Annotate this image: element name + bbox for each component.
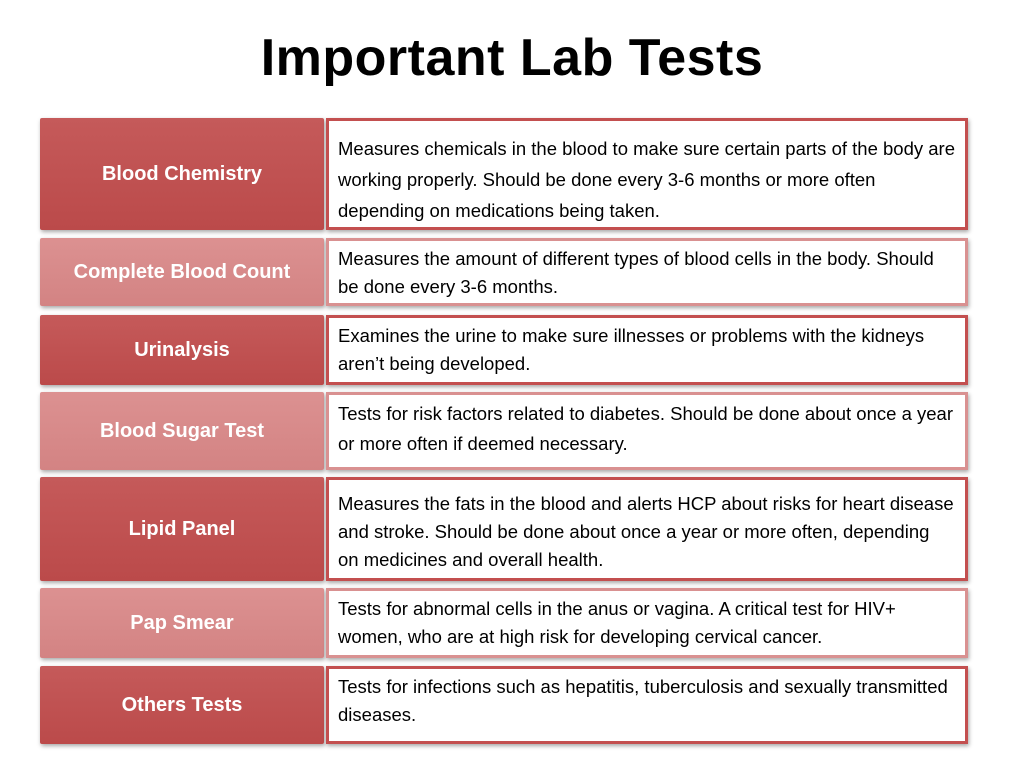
row-description — [326, 315, 968, 385]
description-text: Tests for infections such as hepatitis, tuberculosis and sexually transmitted diseases. — [338, 676, 948, 725]
table-row — [40, 392, 968, 470]
description-text: Examines the urine to make sure illnesses or problems with the kidneys aren’t being developed. — [338, 325, 925, 374]
row-label-others-tests: Others Tests — [40, 666, 324, 744]
row-description — [326, 588, 968, 658]
row-label-blood-chemistry: Blood Chemistry — [40, 118, 324, 230]
table-row — [40, 238, 968, 306]
description-text: Measures chemicals in the blood to make sure certain parts of the body are working properly. Should be done every 3-6 months or more often depending on medications being taken. — [338, 138, 955, 221]
description-text: Measures the amount of different types of blood cells in the body. Should be done every 3-6 months. — [338, 248, 934, 297]
row-description — [326, 238, 968, 306]
row-label-blood-sugar-test: Blood Sugar Test — [40, 392, 324, 470]
table-row — [40, 118, 968, 230]
row-label-urinalysis: Urinalysis — [40, 315, 324, 385]
description-text: Tests for abnormal cells in the anus or vagina. A critical test for HIV+ women, who are at high risk for developing cervical cancer. — [338, 598, 896, 647]
slide-title: Important Lab Tests — [260, 29, 764, 87]
row-description — [326, 118, 968, 230]
description-text: Measures the fats in the blood and alerts HCP about risks for heart disease and stroke. Should be done about once a year or more often, depending on medicines and overall health. — [338, 493, 954, 570]
row-label-lipid-panel: Lipid Panel — [40, 477, 324, 581]
description-text: Tests for risk factors related to diabetes. Should be done about once a year or more often if deemed necessary. — [338, 403, 953, 454]
row-description — [326, 666, 968, 744]
row-label-complete-blood-count: Complete Blood Count — [40, 238, 324, 306]
table-row — [40, 588, 968, 658]
row-description — [326, 477, 968, 581]
table-row — [40, 477, 968, 581]
row-label-pap-smear: Pap Smear — [40, 588, 324, 658]
row-description — [326, 392, 968, 470]
table-row — [40, 666, 968, 744]
table-row — [40, 315, 968, 385]
